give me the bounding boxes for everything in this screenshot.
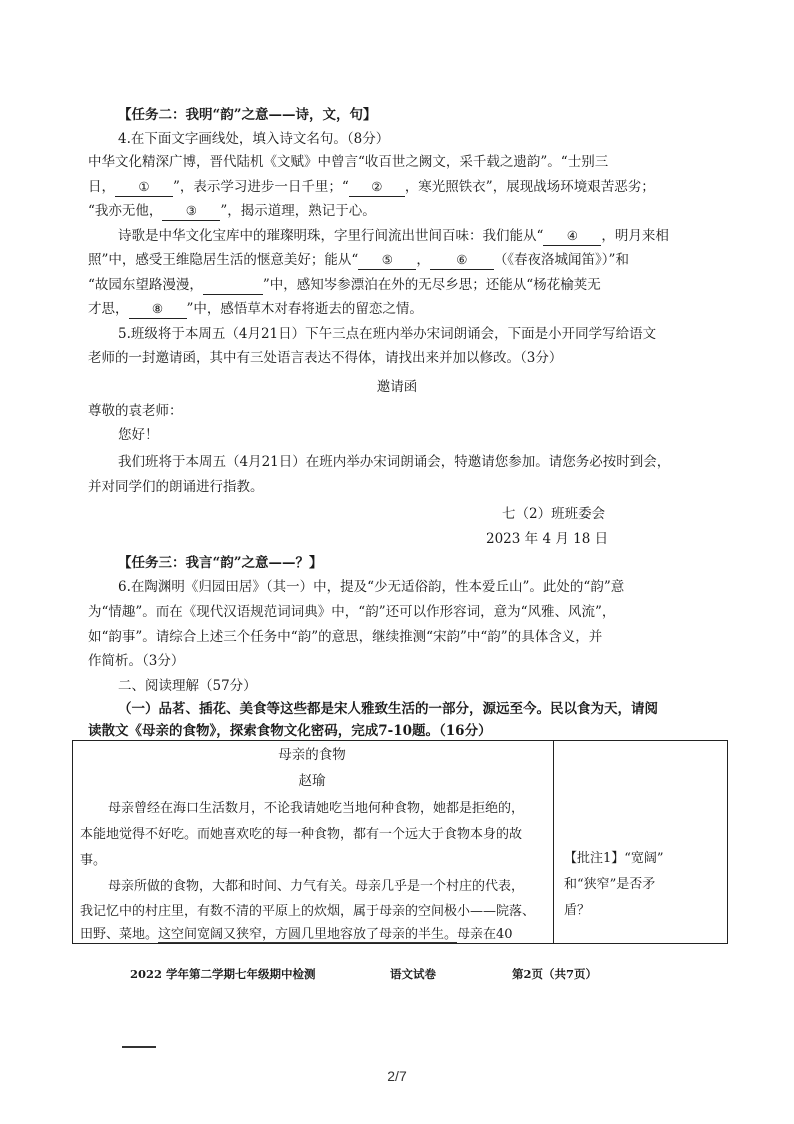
article-p2-line3: 田野、菜地。这空间宽阔又狭窄，方圆几里地容放了母亲的半生。母亲在40 (80, 927, 513, 942)
letter-body-2: 并对同学们的朗诵进行指教。 (88, 479, 264, 495)
q4-line5: 照”中，感受王维隐居生活的惬意美好；能从“ ⑤ ， ⑥ （《春夜洛城闻笛》）”和 (88, 252, 629, 268)
annotation-line1: 【批注1】“宽阔” (564, 851, 664, 866)
page-number: 2/7 (387, 1068, 407, 1084)
blank-4: ④ (543, 227, 601, 246)
footer-exam: 2022 学年第二学期七年级期中检测 (130, 967, 316, 981)
annotation-line2: 和“狭窄”是否矛 (564, 877, 656, 892)
letter-salutation: 尊敬的袁老师： (88, 403, 183, 419)
article-p2-line2: 我记忆中的村庄里，有数不清的平原上的炊烟，属于母亲的空间极小——院落、 (80, 904, 536, 919)
q4-line2: 日， ① ”，表示学习进步一日千里；“ ② ，寒光照铁衣”，展现战场环境艰苦恶劣； (88, 179, 655, 195)
blank-1: ① (115, 178, 173, 197)
article-p1-line1: 母亲曾经在海口生活数月，不论我请她吃当地何种食物，她都是拒绝的， (108, 801, 525, 816)
task3-heading: 【任务三：我言“韵”之意——？】 (118, 555, 323, 571)
footer-subject: 语文试卷 (390, 967, 436, 981)
letter-sign: 七（2）班班委会 (502, 506, 606, 522)
q4-line1: 中华文化精深广博，晋代陆机《文赋》中曾言“收百世之阙文，采千载之遗韵”。“士别三 (88, 154, 609, 170)
article-p2-line1: 母亲所做的食物，大都和时间、力气有关。母亲几乎是一个村庄的代表， (108, 879, 525, 894)
q6-line4: 作简析。（3分） (88, 653, 185, 669)
article-title: 母亲的食物 (278, 747, 346, 763)
blank-6: ⑥ (430, 251, 494, 270)
reading-intro-1: （一）品茗、插花、美食等这些都是宋人雅致生活的一部分，源远至今。民以食为天，请阅 (118, 701, 658, 717)
reading-intro-2: 读散文《母亲的食物》，探索食物文化密码，完成7-10题。（16分） (88, 723, 492, 739)
letter-body-1: 我们班将于本周五（4月21日）在班内举办宋词朗诵会，特邀请您参加。请您务必按时到会， (118, 454, 671, 470)
blank-5: ⑤ (358, 251, 416, 270)
pen-mark (122, 1046, 156, 1048)
letter-date: 2023 年 4 月 18 日 (486, 531, 609, 547)
blank-8: ⑧ (129, 300, 187, 319)
q4-line3: “我亦无他， ③ ”，揭示道理，熟记于心。 (88, 203, 376, 219)
reading-heading: 二、阅读理解（57分） (118, 678, 257, 694)
letter-greeting: 您好！ (118, 427, 159, 443)
task2-heading: 【任务二：我明“韵”之意——诗，文，句】 (118, 107, 377, 123)
q4-line7: 才思， ⑧ ”中，感悟草木对春将逝去的留恋之情。 (88, 301, 423, 317)
q6-line1: 6.在陶渊明《归园田居》（其一）中，提及“少无适俗韵，性本爱丘山”。此处的“韵”意 (118, 579, 625, 595)
blank-7 (203, 276, 263, 295)
q4-line4: 诗歌是中华文化宝库中的璀璨明珠，字里行间流出世间百味：我们能从“ ④ ，明月来相 (118, 228, 669, 244)
q5-line2: 老师的一封邀请函，其中有三处语言表达不得体，请找出来并加以修改。（3分） (88, 350, 563, 366)
q4-prompt: 4.在下面文字画线处，填入诗文名句。（8分） (118, 131, 390, 147)
article-p1-line2: 本能地觉得不好吃。而她喜欢吃的每一种食物，都有一个远大于食物本身的故 (80, 827, 523, 842)
q4-line6: “故园东望路漫漫， ”中，感知岑参漂泊在外的无尽乡思；还能从“杨花榆荚无 (88, 277, 601, 293)
q6-line2: 为“情趣”。而在《现代汉语规范词词典》中，“韵”还可以作形容词，意为“风雅、风流”， (88, 604, 616, 620)
underlined-sentence: 这空间宽阔又狭窄，方圆几里地容放了母亲的半生。 (158, 927, 458, 942)
blank-2: ② (349, 178, 405, 197)
q5-line1: 5.班级将于本周五（4月21日）下午三点在班内举办宋词朗诵会，下面是小开同学写给语文 (118, 326, 657, 342)
blank-3: ③ (162, 202, 220, 221)
article-author: 赵瑜 (298, 773, 326, 789)
q6-line3: 如“韵事”。请综合上述三个任务中“韵”的意思，继续推测“宋韵”中“韵”的具体含义，并 (88, 629, 603, 645)
letter-title: 邀请函 (376, 379, 418, 395)
table-divider (553, 741, 554, 943)
annotation-line3: 盾？ (564, 903, 591, 918)
footer-page: 第2页（共7页） (512, 967, 598, 981)
article-p1-line3: 事。 (80, 853, 107, 868)
